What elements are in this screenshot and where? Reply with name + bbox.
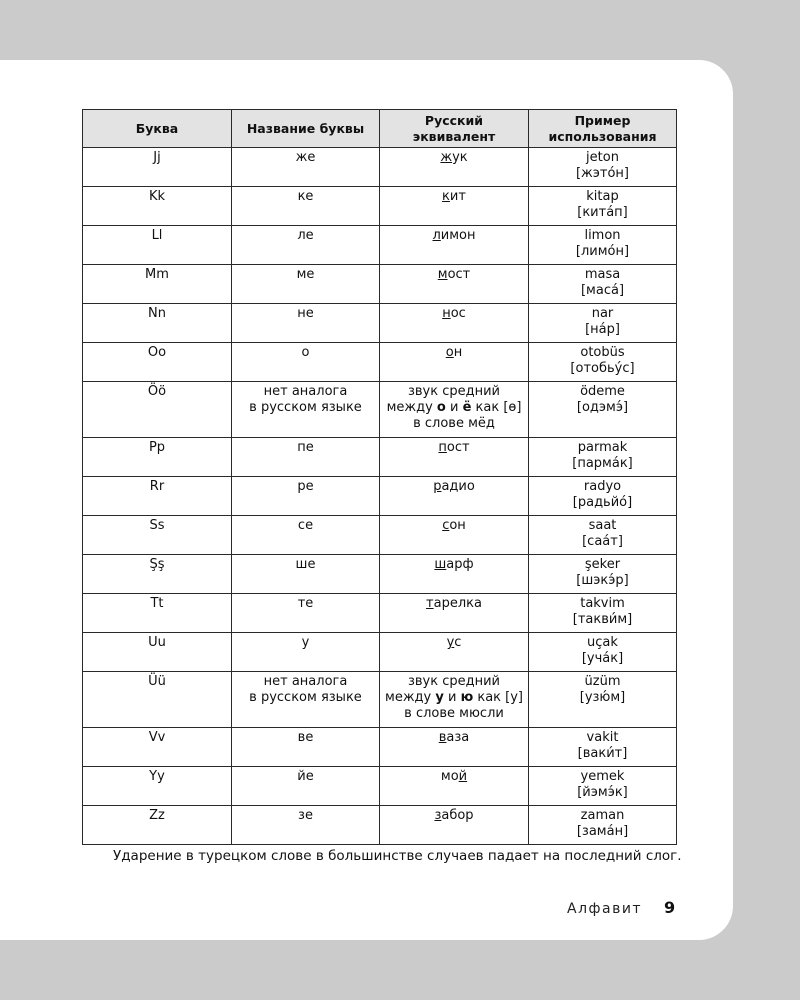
equivalent-line <box>384 479 524 495</box>
example-word: parmak <box>577 440 628 455</box>
cell-letter-name <box>232 187 380 226</box>
equivalent-text: с <box>454 635 462 650</box>
equivalent-line <box>384 706 524 722</box>
cell-letter: Mm <box>83 265 232 304</box>
cell-usage-example <box>529 187 677 226</box>
table-row <box>83 265 677 304</box>
cell-russian-equivalent <box>380 728 529 767</box>
underlined-sound: т <box>426 596 434 611</box>
equivalent-text: и <box>445 400 463 415</box>
cell-letter-name <box>232 304 380 343</box>
underlined-sound: о <box>445 345 454 360</box>
equivalent-text: звук средний <box>407 384 501 399</box>
cell-letter-name <box>232 516 380 555</box>
underlined-sound: й <box>458 769 468 784</box>
equivalent-text: у <box>435 690 444 705</box>
cell-letter: Vv <box>83 728 232 767</box>
cell-russian-equivalent <box>380 633 529 672</box>
underlined-sound: в <box>438 730 447 745</box>
cell-letter: Uu <box>83 633 232 672</box>
equivalent-line <box>384 228 524 244</box>
equivalent-text: арф <box>446 557 474 572</box>
equivalent-line <box>384 306 524 322</box>
equivalent-text: аза <box>446 730 470 745</box>
table-row <box>83 477 677 516</box>
equivalent-text: звук средний <box>407 674 501 689</box>
letter-name-line: ле <box>297 228 314 243</box>
underlined-sound: с <box>442 518 450 533</box>
underlined-sound: п <box>438 440 447 455</box>
equivalent-line <box>384 769 524 785</box>
letter-name-line: йе <box>297 769 314 784</box>
example-transcription: [узю́м] <box>579 690 626 705</box>
letter-name-line: се <box>297 518 314 533</box>
equivalent-text: арелка <box>433 596 482 611</box>
cell-russian-equivalent <box>380 226 529 265</box>
table-row <box>83 382 677 438</box>
underlined-sound: к <box>442 189 450 204</box>
example-word: otobüs <box>580 345 625 360</box>
equivalent-line <box>384 674 524 690</box>
example-word: üzüm <box>584 674 621 689</box>
example-transcription: [такви́м] <box>572 612 633 627</box>
letter-name-line: нет аналога <box>263 674 348 689</box>
equivalent-text: ост <box>447 267 471 282</box>
equivalent-line <box>384 150 524 166</box>
cell-usage-example <box>529 438 677 477</box>
cell-letter-name <box>232 633 380 672</box>
letter-name-line: зе <box>298 808 313 823</box>
cell-usage-example <box>529 343 677 382</box>
example-word: uçak <box>587 635 618 650</box>
equivalent-text: ост <box>446 440 470 455</box>
equivalent-line <box>384 384 524 400</box>
letter-name-line: у <box>301 635 310 650</box>
cell-letter: Nn <box>83 304 232 343</box>
table-row <box>83 806 677 845</box>
example-transcription: [на́р] <box>585 322 620 337</box>
example-word: saat <box>588 518 617 533</box>
cell-usage-example <box>529 672 677 728</box>
equivalent-text: ю <box>460 690 474 705</box>
section-title: Алфавит <box>567 901 643 917</box>
cell-usage-example <box>529 555 677 594</box>
equivalent-line <box>384 345 524 361</box>
cell-russian-equivalent <box>380 187 529 226</box>
table-row <box>83 187 677 226</box>
example-word: radyo <box>583 479 622 494</box>
table-row <box>83 672 677 728</box>
example-transcription: [отобьу́с] <box>570 361 635 376</box>
equivalent-text: ё <box>462 400 472 415</box>
cell-letter: Üü <box>83 672 232 728</box>
example-transcription: [уча́к] <box>581 651 624 666</box>
cell-letter-name <box>232 226 380 265</box>
cell-letter-name <box>232 767 380 806</box>
example-transcription: [радьйо́] <box>572 495 633 510</box>
equivalent-line <box>384 808 524 824</box>
letter-name-line: те <box>297 596 314 611</box>
example-word: nar <box>591 306 614 321</box>
table-row <box>83 516 677 555</box>
example-word: jeton <box>586 150 619 165</box>
letter-name-line: ке <box>297 189 314 204</box>
cell-letter-name <box>232 728 380 767</box>
equivalent-text: и <box>443 690 461 705</box>
letter-name-line: не <box>297 306 314 321</box>
table-row <box>83 594 677 633</box>
table-row <box>83 728 677 767</box>
letter-name-line: же <box>295 150 316 165</box>
example-word: ödeme <box>580 384 625 399</box>
equivalent-text: имон <box>440 228 476 243</box>
cell-usage-example <box>529 226 677 265</box>
cell-letter-name <box>232 382 380 438</box>
letter-name-line: ве <box>297 730 314 745</box>
cell-letter: Jj <box>83 148 232 187</box>
equivalent-text: абор <box>441 808 474 823</box>
equivalent-line <box>384 267 524 283</box>
cell-usage-example <box>529 382 677 438</box>
equivalent-line <box>384 557 524 573</box>
equivalent-text: ук <box>452 150 468 165</box>
table-row <box>83 148 677 187</box>
header-letter-name: Название буквы <box>232 110 380 148</box>
equivalent-text: мо <box>440 769 459 784</box>
letter-name-line: ре <box>297 479 314 494</box>
page-number: 9 <box>664 898 676 917</box>
equivalent-line <box>384 189 524 205</box>
cell-letter: Kk <box>83 187 232 226</box>
equivalent-line <box>384 440 524 456</box>
cell-letter: Öö <box>83 382 232 438</box>
example-transcription: [жэто́н] <box>575 166 629 181</box>
cell-russian-equivalent <box>380 343 529 382</box>
cell-russian-equivalent <box>380 477 529 516</box>
example-word: şeker <box>584 557 621 572</box>
underlined-sound: м <box>437 267 448 282</box>
cell-russian-equivalent <box>380 265 529 304</box>
letter-name-line: в русском языке <box>249 400 362 415</box>
cell-usage-example <box>529 728 677 767</box>
example-transcription: [лимо́н] <box>575 244 630 259</box>
equivalent-line <box>384 596 524 612</box>
cell-letter-name <box>232 265 380 304</box>
example-transcription: [маса́] <box>580 283 625 298</box>
header-letter: Буква <box>83 110 232 148</box>
letter-name-line: ше <box>295 557 316 572</box>
cell-letter-name <box>232 555 380 594</box>
table-row <box>83 767 677 806</box>
equivalent-line <box>384 416 524 432</box>
table-row <box>83 226 677 265</box>
cell-russian-equivalent <box>380 382 529 438</box>
example-word: yemek <box>580 769 625 784</box>
example-word: zaman <box>580 808 625 823</box>
header-usage-example: Пример использования <box>529 110 677 148</box>
underlined-sound: у <box>446 635 455 650</box>
cell-usage-example <box>529 304 677 343</box>
cell-letter: Yy <box>83 767 232 806</box>
cell-letter-name <box>232 438 380 477</box>
equivalent-line <box>384 635 524 651</box>
book-page <box>0 60 733 940</box>
cell-letter: Ss <box>83 516 232 555</box>
cell-letter: Zz <box>83 806 232 845</box>
letter-name-line: о <box>301 345 310 360</box>
equivalent-text: как [у] <box>473 690 523 705</box>
underlined-sound: ж <box>440 150 453 165</box>
table-row <box>83 438 677 477</box>
example-transcription: [ваки́т] <box>577 746 628 761</box>
example-word: vakit <box>586 730 619 745</box>
underlined-sound: р <box>433 479 442 494</box>
cell-russian-equivalent <box>380 672 529 728</box>
cell-russian-equivalent <box>380 516 529 555</box>
equivalent-text: он <box>449 518 466 533</box>
cell-russian-equivalent <box>380 594 529 633</box>
cell-letter: Oo <box>83 343 232 382</box>
cell-russian-equivalent <box>380 767 529 806</box>
equivalent-text: адио <box>441 479 475 494</box>
equivalent-line <box>384 690 524 706</box>
cell-letter: Ll <box>83 226 232 265</box>
cell-usage-example <box>529 767 677 806</box>
cell-usage-example <box>529 516 677 555</box>
letter-name-line: нет аналога <box>263 384 348 399</box>
cell-russian-equivalent <box>380 148 529 187</box>
cell-letter-name <box>232 148 380 187</box>
cell-usage-example <box>529 148 677 187</box>
equivalent-text: н <box>453 345 463 360</box>
cell-letter-name <box>232 806 380 845</box>
cell-russian-equivalent <box>380 304 529 343</box>
cell-letter-name <box>232 672 380 728</box>
cell-russian-equivalent <box>380 438 529 477</box>
letter-name-line: в русском языке <box>249 690 362 705</box>
cell-usage-example <box>529 594 677 633</box>
underlined-sound: з <box>434 808 442 823</box>
stress-note: Ударение в турецком слове в большинстве случаев падает на последний слог. <box>113 848 682 864</box>
example-transcription: [шэкэ́р] <box>576 573 629 588</box>
example-transcription: [парма́к] <box>572 456 633 471</box>
cell-usage-example <box>529 477 677 516</box>
cell-letter: Tt <box>83 594 232 633</box>
equivalent-text: в слове мёд <box>413 416 495 431</box>
example-word: limon <box>584 228 621 243</box>
equivalent-text: между <box>385 690 436 705</box>
cell-russian-equivalent <box>380 555 529 594</box>
table-row <box>83 555 677 594</box>
equivalent-text: о <box>436 400 446 415</box>
underlined-sound: н <box>442 306 451 321</box>
cell-usage-example <box>529 806 677 845</box>
cell-letter-name <box>232 594 380 633</box>
cell-letter: Rr <box>83 477 232 516</box>
cell-usage-example <box>529 265 677 304</box>
underlined-sound: л <box>432 228 441 243</box>
letter-name-line: ме <box>296 267 315 282</box>
example-transcription: [кита́п] <box>577 205 628 220</box>
cell-letter: Şş <box>83 555 232 594</box>
equivalent-text: в слове мюсли <box>404 706 504 721</box>
table-row <box>83 304 677 343</box>
example-word: takvim <box>580 596 625 611</box>
equivalent-line <box>384 730 524 746</box>
table-header-row <box>83 110 677 148</box>
alphabet-table <box>82 109 677 845</box>
example-transcription: [йэмэ́к] <box>577 785 628 800</box>
cell-letter: Pp <box>83 438 232 477</box>
example-word: kitap <box>586 189 619 204</box>
cell-usage-example <box>529 633 677 672</box>
equivalent-text: как [ɵ] <box>471 400 522 415</box>
cell-letter-name <box>232 477 380 516</box>
equivalent-line <box>384 400 524 416</box>
example-transcription: [зама́н] <box>576 824 629 839</box>
table-row <box>83 343 677 382</box>
example-word: masa <box>584 267 621 282</box>
equivalent-text: ос <box>450 306 466 321</box>
example-transcription: [одэмэ́] <box>576 400 629 415</box>
equivalent-line <box>384 518 524 534</box>
equivalent-text: между <box>386 400 437 415</box>
cell-letter-name <box>232 343 380 382</box>
example-transcription: [саа́т] <box>582 534 623 549</box>
table-row <box>83 633 677 672</box>
header-russian-equivalent: Русский эквивалент <box>380 110 529 148</box>
letter-name-line: пе <box>297 440 314 455</box>
cell-russian-equivalent <box>380 806 529 845</box>
equivalent-text: ит <box>449 189 466 204</box>
underlined-sound: ш <box>434 557 447 572</box>
